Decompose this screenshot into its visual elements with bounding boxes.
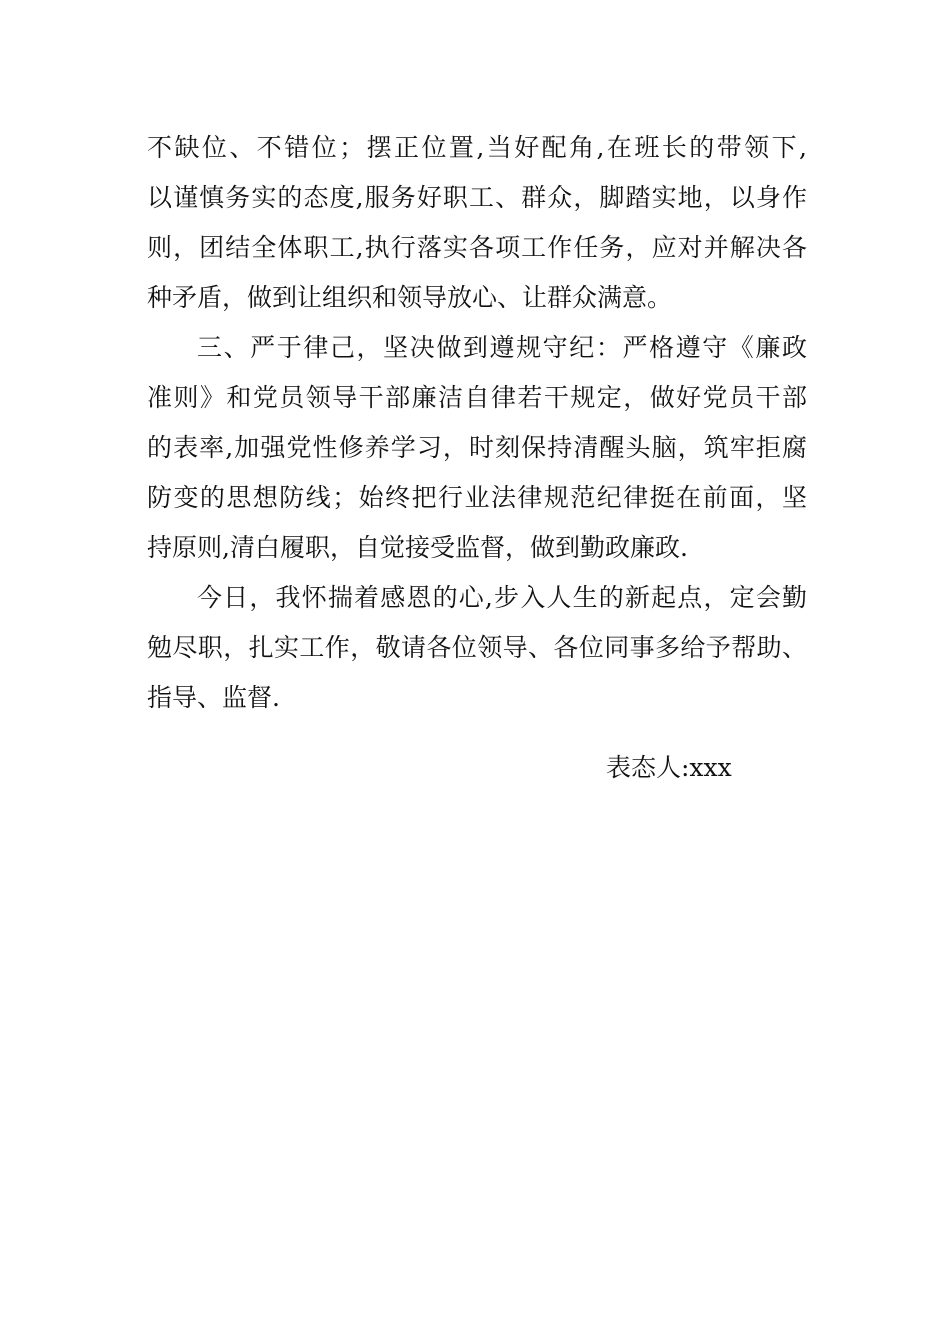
- paragraph-line: 防变的思想防线；始终把行业法律规范纪律挺在前面，坚: [147, 483, 807, 512]
- paragraph-line: 不缺位、不错位；摆正位置,当好配角,在班长的带领下,: [147, 133, 807, 162]
- paragraph-line: 则，团结全体职工,执行落实各项工作任务，应对并解决各: [147, 233, 807, 262]
- paragraph-line: 的表率,加强党性修养学习，时刻保持清醒头脑，筑牢拒腐: [147, 433, 807, 462]
- paragraph-line: 种矛盾，做到让组织和领导放心、让群众满意。: [147, 283, 673, 312]
- paragraph-line: 准则》和党员领导干部廉洁自律若干规定，做好党员干部: [147, 383, 807, 412]
- paragraph-line: 勉尽职，扎实工作，敬请各位领导、各位同事多给予帮助、: [147, 633, 807, 662]
- signature: 表态人:xxx: [606, 753, 732, 782]
- paragraph-line: 今日，我怀揣着感恩的心,步入人生的新起点，定会勤: [197, 583, 807, 612]
- paragraph-line: 三、严于律己，坚决做到遵规守纪：严格遵守《廉政: [197, 333, 807, 362]
- paragraph-line: 指导、监督.: [147, 683, 280, 712]
- paragraph-line: 以谨慎务实的态度,服务好职工、群众，脚踏实地，以身作: [147, 183, 807, 212]
- paragraph-line: 持原则,清白履职，自觉接受监督，做到勤政廉政.: [147, 533, 688, 562]
